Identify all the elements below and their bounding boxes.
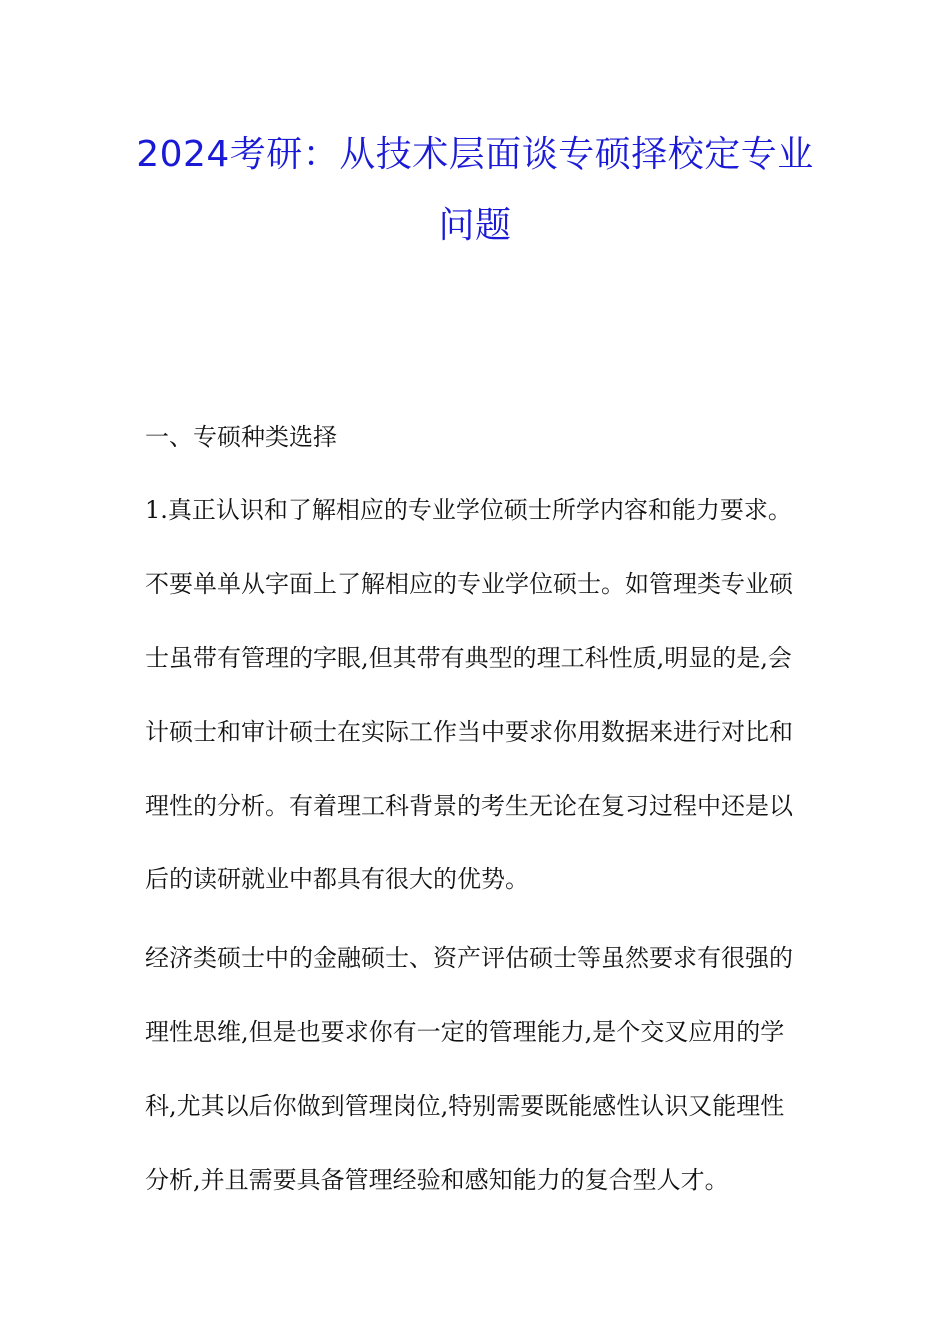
section-heading: 一、专硕种类选择 xyxy=(145,423,337,451)
paragraph-1-line: 理性的分析。有着理工科背景的考生无论在复习过程中还是以 xyxy=(145,792,793,820)
point-1-text: 1.真正认识和了解相应的专业学位硕士所学内容和能力要求。 xyxy=(145,496,792,524)
paragraph-1-line: 不要单单从字面上了解相应的专业学位硕士。如管理类专业硕 xyxy=(145,570,793,598)
paragraph-1-line: 士虽带有管理的字眼,但其带有典型的理工科性质,明显的是,会 xyxy=(145,644,792,672)
paragraph-2-line: 分析,并且需要具备管理经验和感知能力的复合型人才。 xyxy=(145,1166,729,1194)
document-title-line-2: 问题 xyxy=(438,205,512,246)
paragraph-1-line: 计硕士和审计硕士在实际工作当中要求你用数据来进行对比和 xyxy=(145,718,793,746)
paragraph-2-line: 科,尤其以后你做到管理岗位,特别需要既能感性认识又能理性 xyxy=(145,1092,785,1120)
paragraph-2-line: 经济类硕士中的金融硕士、资产评估硕士等虽然要求有很强的 xyxy=(145,944,793,972)
document-title-line-1: 2024考研：从技术层面谈专硕择校定专业 xyxy=(136,134,814,175)
paragraph-1-line: 后的读研就业中都具有很大的优势。 xyxy=(145,865,529,893)
paragraph-2-line: 理性思维,但是也要求你有一定的管理能力,是个交叉应用的学 xyxy=(145,1018,785,1046)
